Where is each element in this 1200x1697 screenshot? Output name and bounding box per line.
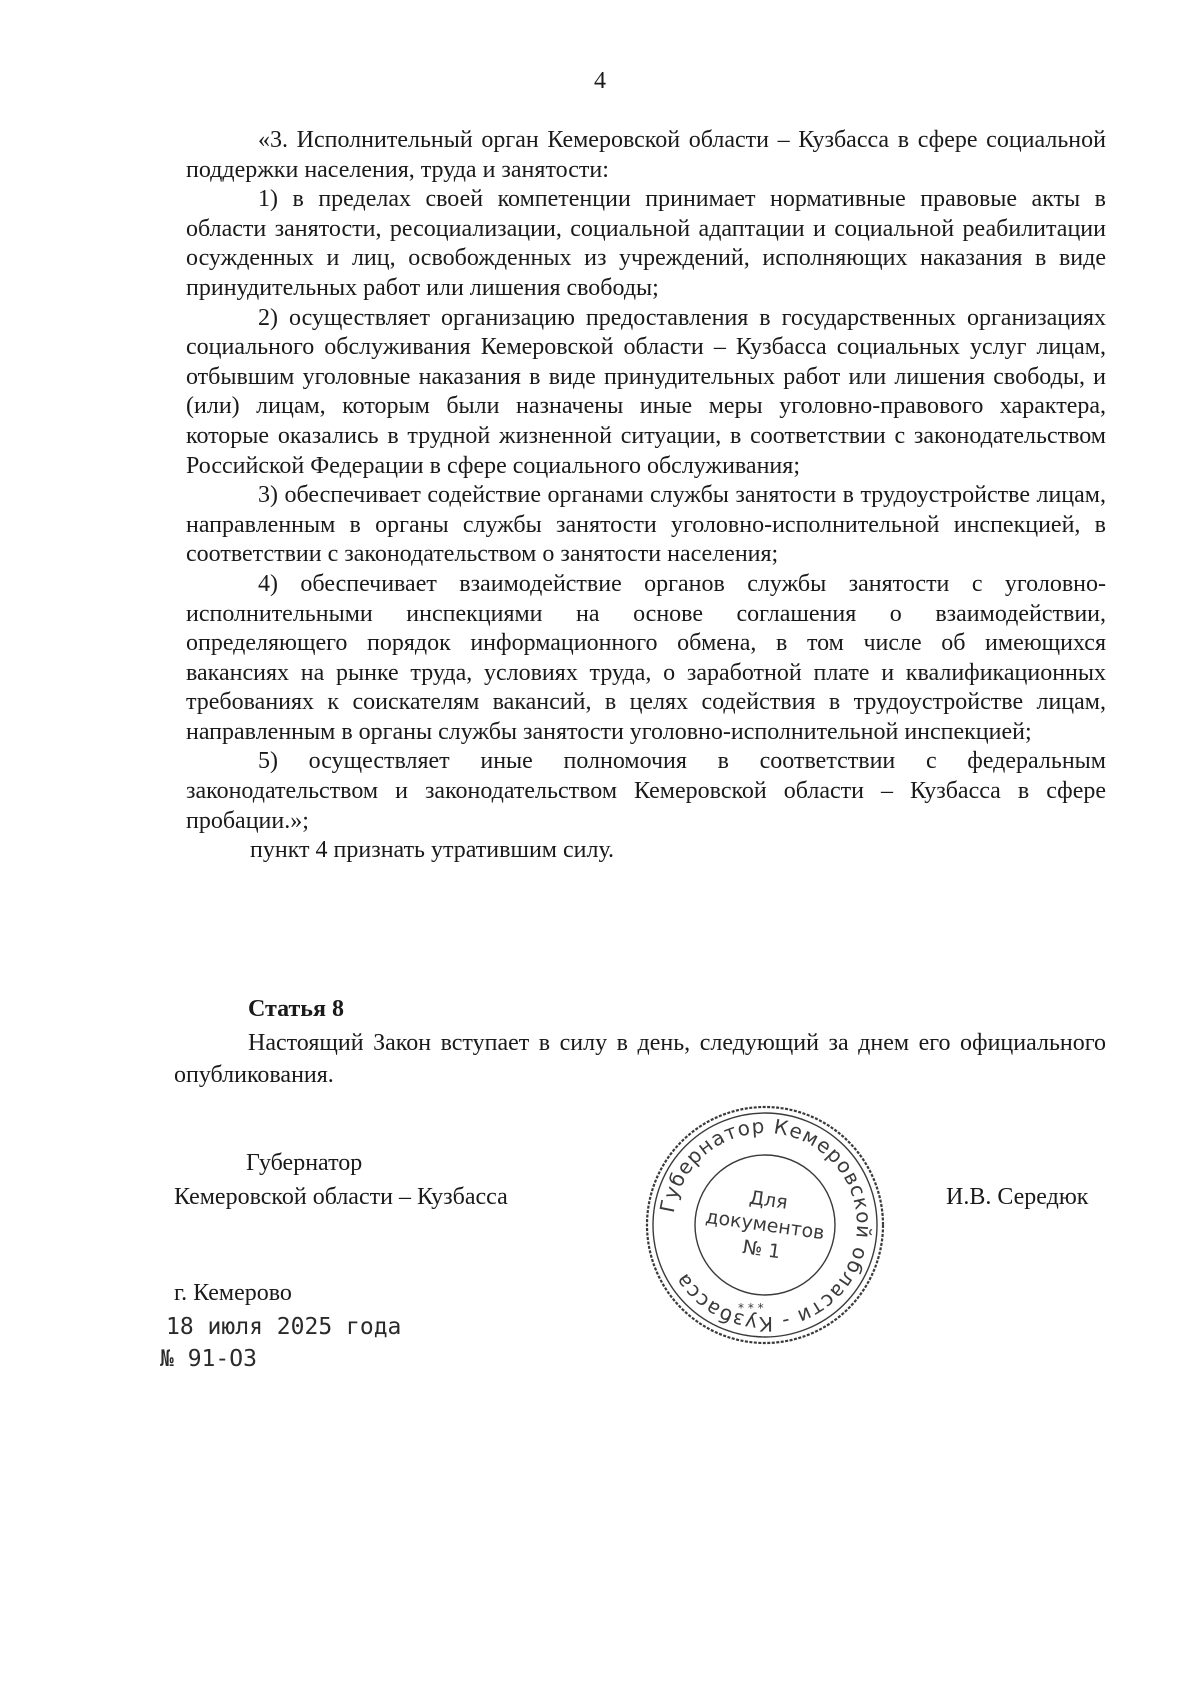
stamp-ring-text: Губернатор Кемеровской области - Кузбасса (654, 1113, 877, 1337)
official-stamp (640, 1100, 890, 1350)
article-body (174, 1027, 1106, 1091)
signing-date: 18 июля 2025 года (166, 1314, 402, 1340)
signatory-region: Кемеровской области – Кузбасса (174, 1184, 508, 1210)
paragraph-item-5: 5) осуществляет иные полномочия в соответствии с федеральным законодательством и законодательством Кемеровской области – Кузбасса в сфере пробации.»; (186, 748, 1106, 834)
stamp-center-line-2: документов (704, 1205, 826, 1245)
place-of-signing: г. Кемерово (174, 1280, 292, 1306)
signatory-title: Губернатор (246, 1150, 363, 1176)
paragraph-item-4: 4) обеспечивает взаимодействие органов службы занятости с уголовно-исполнительными инспекциями на основе соглашения о взаимодействии, определяющего порядок информационного обмена, в том числе об имеющихся вакансиях на рынке труда, условиях труда, о заработной плате и квалификационных требованиях к соискателям вакансий, в целях содействия в трудоустройстве лицам, направленным в органы службы занятости уголовно-исполнительной инспекцией; (186, 570, 1106, 745)
stamp-center-line-1: Для (747, 1186, 790, 1214)
paragraph-item-2: 2) осуществляет организацию предоставления в государственных организациях социального обслуживания Кемеровской области – Кузбасса социальных услуг лицам, отбывшим уголовные наказания в виде принудительных работ или лишения свободы, и (или) лицам, которым были назначены иные меры уголовно-правового характера, которые оказались в трудной жизненной ситуации, в соответствии с законодательством Российской Федерации в сфере социального обслуживания; (186, 304, 1106, 479)
paragraph-point-4: пункт 4 признать утратившим силу. (250, 837, 615, 864)
stamp-asterisks (738, 1301, 764, 1315)
signatory-name: И.В. Середюк (946, 1184, 1089, 1210)
paragraph-item-3: 3) обеспечивает содействие органами службы занятости в трудоустройстве лицам, направленным в органы службы занятости уголовно-исполнительной инспекцией, в соответствии с законодательством о занятости населения; (186, 482, 1106, 568)
paragraph-item-1: 1) в пределах своей компетенции принимает нормативные правовые акты в области занятости, ресоциализации, социальной адаптации и социальной реабилитации осужденных и лиц, освобожденных из учреждений, исполняющих наказания в виде принудительных работ или лишения свободы; (186, 186, 1106, 301)
paragraph-intro: «3. Исполнительный орган Кемеровской области – Кузбасса в сфере социальной поддержки населения, труда и занятости: (186, 127, 1106, 183)
svg-text:* * *: * * * (738, 1301, 764, 1315)
article-text: Настоящий Закон вступает в силу в день, следующий за днем его официального опубликования. (174, 1030, 1106, 1088)
article-title: Статья 8 (248, 996, 344, 1022)
law-number: № 91-ОЗ (160, 1346, 257, 1372)
stamp-center-line-3: № 1 (741, 1236, 782, 1264)
page-number: 4 (594, 68, 606, 94)
law-amendment-text (186, 126, 1106, 866)
